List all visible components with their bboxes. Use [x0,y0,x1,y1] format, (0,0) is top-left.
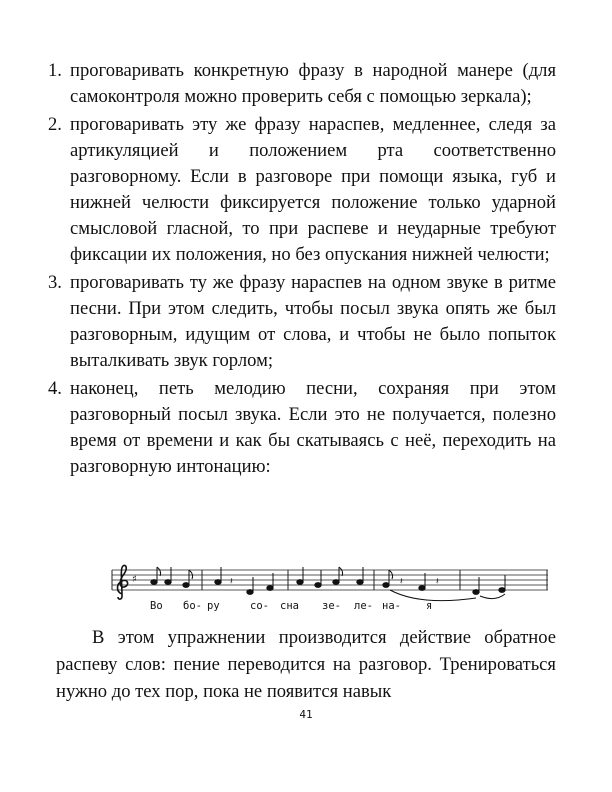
exercise-steps-list [48,58,556,480]
body-paragraph [56,624,556,705]
note-icon [419,573,425,590]
treble-clef-icon [118,565,128,599]
paragraph-text: В этом упражнении производится действие обратное распеву слов: пение переводится на разговор. Тренироваться нужно до тех пор, пока не появится навык [56,627,556,702]
staff-lines [112,570,548,590]
step-text: проговаривать конкретную фразу в народной манере (для самоконтроля можно проверить себя с помощью зеркала); [70,60,556,107]
step-number: 4. [48,378,62,399]
note-icon [267,573,273,590]
lyric-syllable: сна [280,600,299,612]
key-signature-icon: ♯ [132,574,137,585]
step-text: проговаривать эту же фразу нараспев, медленнее, следя за артикуляцией и положением рта соответственно разговорному. Если в разговоре при помощи языка, губ и нижней челюсти фиксируется положение только ударной смысловой гласной, то при распеве и неударные требуют фиксации их положения, но без опускания нижней челюсти; [70,114,556,265]
lyric-syllable: Во [150,600,163,612]
lyric-syllable: я [426,600,433,612]
lyric-syllable: со- [250,600,269,612]
step-item [48,376,556,480]
lyric-syllable: зе- [322,600,341,612]
lyric-syllable: ле- [354,600,373,612]
note-icon [315,570,321,587]
step-number: 3. [48,272,62,293]
music-notation-example [110,562,550,626]
lyric-syllable: ру [207,600,220,612]
step-number: 1. [48,60,62,81]
step-item [48,58,556,110]
lyric-syllable: бо- [183,600,202,612]
step-item [48,270,556,374]
note-icon [499,575,505,592]
rest-icon: 𝄽 [400,577,403,587]
step-text: проговаривать ту же фразу нараспев на одном звуке в ритме песни. При этом следить, чтобы посыл звука опять же был разговорным, идущим от слова, и чтобы не было попыток выталкивать звук горлом; [70,272,556,371]
page-number: 41 [299,708,313,721]
step-number: 2. [48,114,62,135]
rest-icon: 𝄽 [230,577,233,587]
lyric-syllable: на- [382,600,401,612]
step-item [48,112,556,268]
step-text: наконец, петь мелодию песни, сохраняя при этом разговорный посыл звука. Если это не получается, полезно время от времени и как бы скатываясь с неё, переходить на разговорную интонацию: [70,378,556,477]
slur-mark [480,594,505,599]
music-lyrics [150,600,550,616]
rest-icon: 𝄽 [436,577,439,587]
